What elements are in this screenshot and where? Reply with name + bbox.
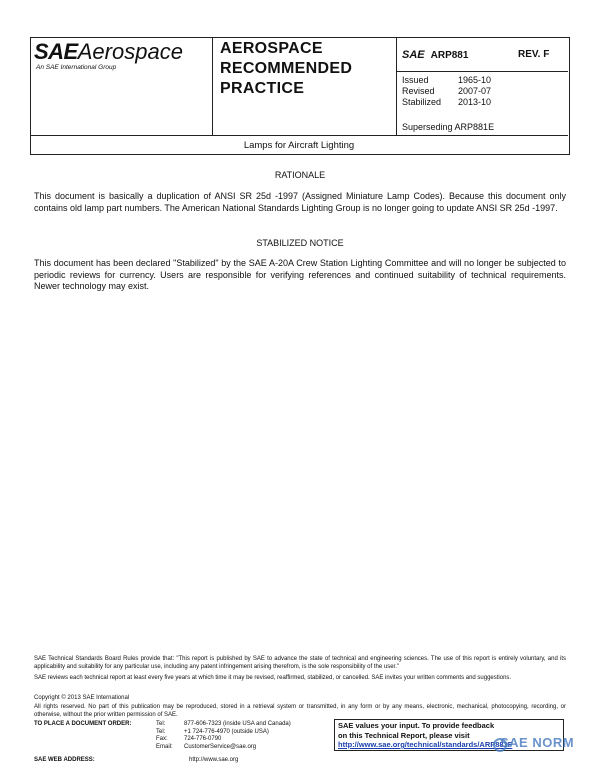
watermark-text: SAE NORM xyxy=(500,735,575,750)
date-value: 2013-10 xyxy=(458,97,492,107)
feedback-link[interactable]: http://www.sae.org/technical/standards/ARP881F xyxy=(338,740,513,749)
contact-value: 877-606-7323 (inside USA and Canada) xyxy=(184,721,291,727)
contact-key: Email: xyxy=(156,744,173,751)
header-box xyxy=(30,37,570,155)
footer-review-text: SAE reviews each technical report at least every five years at which time it may be revised, reaffirmed, stabilized, or cancelled. SAE invites your written comments and suggestions. xyxy=(34,675,512,681)
date-value: 2007-07 xyxy=(458,86,492,96)
header-divider xyxy=(396,37,397,135)
sae-mark: SAE xyxy=(402,49,425,61)
date-row xyxy=(402,97,491,108)
date-label: Stabilized xyxy=(402,97,442,107)
stabilized-heading: STABILIZED NOTICE xyxy=(256,238,344,248)
header-divider xyxy=(30,135,568,136)
document-number xyxy=(402,49,468,61)
date-row xyxy=(402,86,491,97)
superseding-note: Superseding ARP881E xyxy=(402,122,495,132)
document-type xyxy=(220,39,352,99)
order-contacts xyxy=(34,721,291,752)
contact-key: Tel: xyxy=(156,728,166,735)
copyright-text: Copyright © 2013 SAE International xyxy=(34,695,130,701)
document-type-line: AEROSPACE xyxy=(220,40,323,57)
contact-key: Tel: xyxy=(156,721,166,727)
contact-value: +1 724-776-4970 (outside USA) xyxy=(184,728,269,735)
stabilized-text: This document has been declared "Stabilized" by the SAE A-20A Crew Station Lighting Committee and will no longer be subjected to periodic reviews for currency. Users are responsible for verifying references and continued suitability of technical requirements. Newer technology may exist. xyxy=(34,258,566,291)
document-dates xyxy=(402,75,491,108)
contact-value: 724-776-0790 xyxy=(184,736,222,743)
header-divider xyxy=(396,71,568,72)
date-row xyxy=(402,75,491,86)
order-label: TO PLACE A DOCUMENT ORDER: xyxy=(34,721,132,727)
document-number-text: ARP881 xyxy=(430,50,469,61)
document-title: Lamps for Aircraft Lighting xyxy=(243,140,355,151)
feedback-text: on this Technical Report, please visit xyxy=(338,730,470,740)
logo-subtitle: An SAE International Group xyxy=(36,64,117,71)
rationale-heading: RATIONALE xyxy=(274,170,326,180)
date-value: 1965-10 xyxy=(458,75,492,85)
document-type-line: PRACTICE xyxy=(220,80,305,97)
web-address-label: SAE WEB ADDRESS: xyxy=(34,757,95,763)
document-type-line: RECOMMENDED xyxy=(220,60,353,77)
web-address-link[interactable]: http://www.sae.org xyxy=(189,757,239,763)
revision-label: REV. F xyxy=(518,49,550,60)
footer-rules-text: SAE Technical Standards Board Rules provide that: "This report is published by SAE to advance the state of technical and engineering sciences. The use of this report is entirely voluntary, and its applicability and suitability for any particular use, including any patent infringement arising therefrom, is the sole responsibility of the user." xyxy=(34,656,566,670)
header-divider xyxy=(212,37,213,135)
contact-key: Fax: xyxy=(156,736,168,743)
logo-aerospace-text: Aerospace xyxy=(77,39,183,64)
date-label: Issued xyxy=(402,75,429,85)
date-label: Revised xyxy=(402,86,435,96)
contact-value[interactable]: CustomerService@sae.org xyxy=(184,744,257,751)
logo-sae-text: SAE xyxy=(34,39,78,64)
sae-aerospace-logo xyxy=(34,39,183,71)
rationale-text: This document is basically a duplication of ANSI SR 25d -1997 (Assigned Miniature Lamp Codes). Because this document only contains old lamp part numbers. The American National Standards Lighting Group is no longer going to update ANSI SR 25d -1997. xyxy=(34,191,566,213)
feedback-text: SAE values your input. To provide feedback xyxy=(338,721,495,730)
rights-text: All rights reserved. No part of this publication may be reproduced, stored in a retrieval system or transmitted, in any form or by any means, electronic, mechanical, photocopying, recording, or otherwise, without the prior written permission of SAE. xyxy=(34,704,566,718)
